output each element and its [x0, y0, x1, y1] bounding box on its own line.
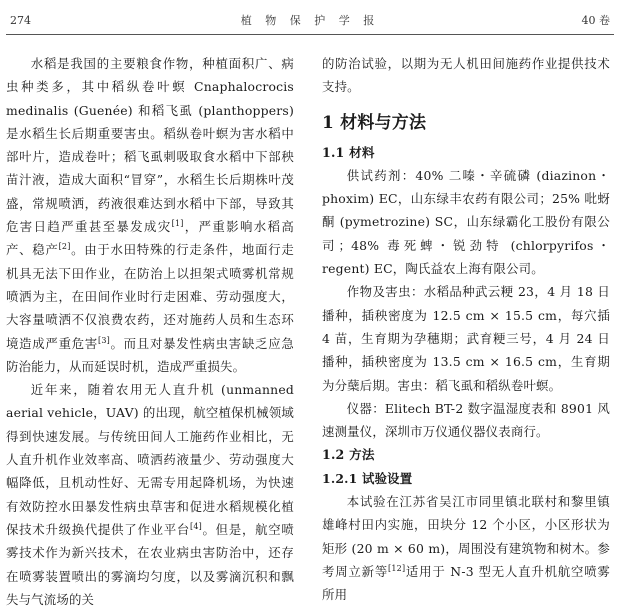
subsubsection-heading-design: 1.2.1 试验设置 [322, 470, 413, 486]
pesticide-paragraph: 供试药剂：40% 二嗪・辛硫磷 (diazinon・phoxim) EC，山东绿丰农药有限公司；25% 吡蚜酮 (pymetrozine) SC，山东绿霸化工股份有限公司；48% 毒死蜱・锐劲特 (chlorpyrifos・regent) EC，陶氏益农上海有限公司。 [322, 167, 610, 277]
intro-text-1b: ，严重影响水稻高产、稳产 [6, 219, 294, 258]
design-text-b: 适用于 N-3 型无人直升机航空喷雾所用 [322, 563, 611, 603]
intro-text-2b: 。但是，航空喷雾技术作为新兴技术，在农业病虫害防治中，还存在喷雾装置喷出的雾滴均匀度，以及雾滴沉积和飘失与气流场的关 [6, 521, 294, 607]
intro-paragraph-1 [6, 52, 294, 378]
intro-text-2a: 近年来，随着农用无人直升机 (unmanned aerial vehicle，UAV) 的出现，航空植保机械领域得到快速发展。与传统田间人工施药作业相比，无人直升机作业效率高、喷洒药液量少、劳动强度大幅降低，且机动性好、无需专用起降机场，为快速有效防控水田暴发性病虫草害和促进水稻规模化植保技术升级换代提供了作业平台 [6, 382, 294, 537]
volume-label: 40 卷 [581, 14, 610, 27]
crop-pest-paragraph: 作物及害虫：水稻品种武云粳 23，4 月 18 日播种，插秧密度为 12.5 cm × 15.5 cm，每穴插 4 苗，生育期为孕穗期；武育粳三号，4 月 24 日播种，插秧密度为 13.5 cm × 16.5 cm，生育期为分蘖后期。害虫：稻飞虱和稻纵卷叶螟。 [322, 284, 610, 393]
left-column [6, 52, 294, 611]
intro-continuation: 的防治试验，以期为无人机田间施药作业提供技术支持。 [322, 56, 610, 95]
intro-text-1a: 水稻是我国的主要粮食作物，种植面积广、病虫种类多，其中稻纵卷叶螟 Cnaphalocrocis medinalis (Guenée) 和稻飞虱 (planthoppers) 是水稻生长后期重要害虫。稻纵卷叶螟为害水稻中部叶片，造成卷叶；稻飞虱刺吸取食水稻中下部秧苗汁液，造成大面积“冒穿”，水稻生长后期株叶茂盛，常规喷洒，药液很难达到水稻中下部，导致其危害日趋严重甚至暴发成灾 [6, 56, 294, 235]
design-paragraph [322, 490, 610, 606]
header-rule [6, 34, 614, 35]
subsection-heading-materials: 1.1 材料 [322, 144, 375, 160]
citation-3: [3] [98, 335, 110, 345]
citation-12: [12] [388, 563, 406, 573]
intro-paragraph-2 [6, 378, 294, 611]
instrument-paragraph: 仪器：Elitech BT-2 数字温湿度表和 8901 风速测量仪，深圳市万仪通仪器仪表商行。 [322, 400, 610, 440]
citation-2: [2] [58, 242, 71, 252]
intro-text-1c: 。由于水田特殊的行走条件，地面行走机具无法下田作业，在防治上以担架式喷雾机常规喷洒为主，在田间作业时行走困难、劳动强度大，大容量喷洒不仅浪费农药，还对施药人员和生态环境造成严重危害 [6, 242, 294, 351]
citation-4: [4] [190, 521, 202, 531]
design-text-a: 本试验在江苏省吴江市同里镇北联村和黎里镇雄峰村田内实施，田块分 12 个小区，小区形状为矩形 (20 m × 60 m)，周围没有建筑物和树木。参考周立新等 [322, 494, 610, 579]
intro-text-1d: 。而且对暴发性病虫害缺乏应急防治能力，从而延误时机，造成严重损失。 [6, 335, 294, 374]
right-column [322, 52, 610, 607]
subsection-heading-methods: 1.2 方法 [322, 447, 375, 463]
citation-1: [1] [171, 218, 184, 228]
running-header [6, 10, 614, 32]
section-heading-materials-methods: 1 材料与方法 [322, 112, 427, 133]
journal-title: 植 物 保 护 学 报 [240, 14, 380, 27]
page-number: 274 [10, 14, 31, 27]
